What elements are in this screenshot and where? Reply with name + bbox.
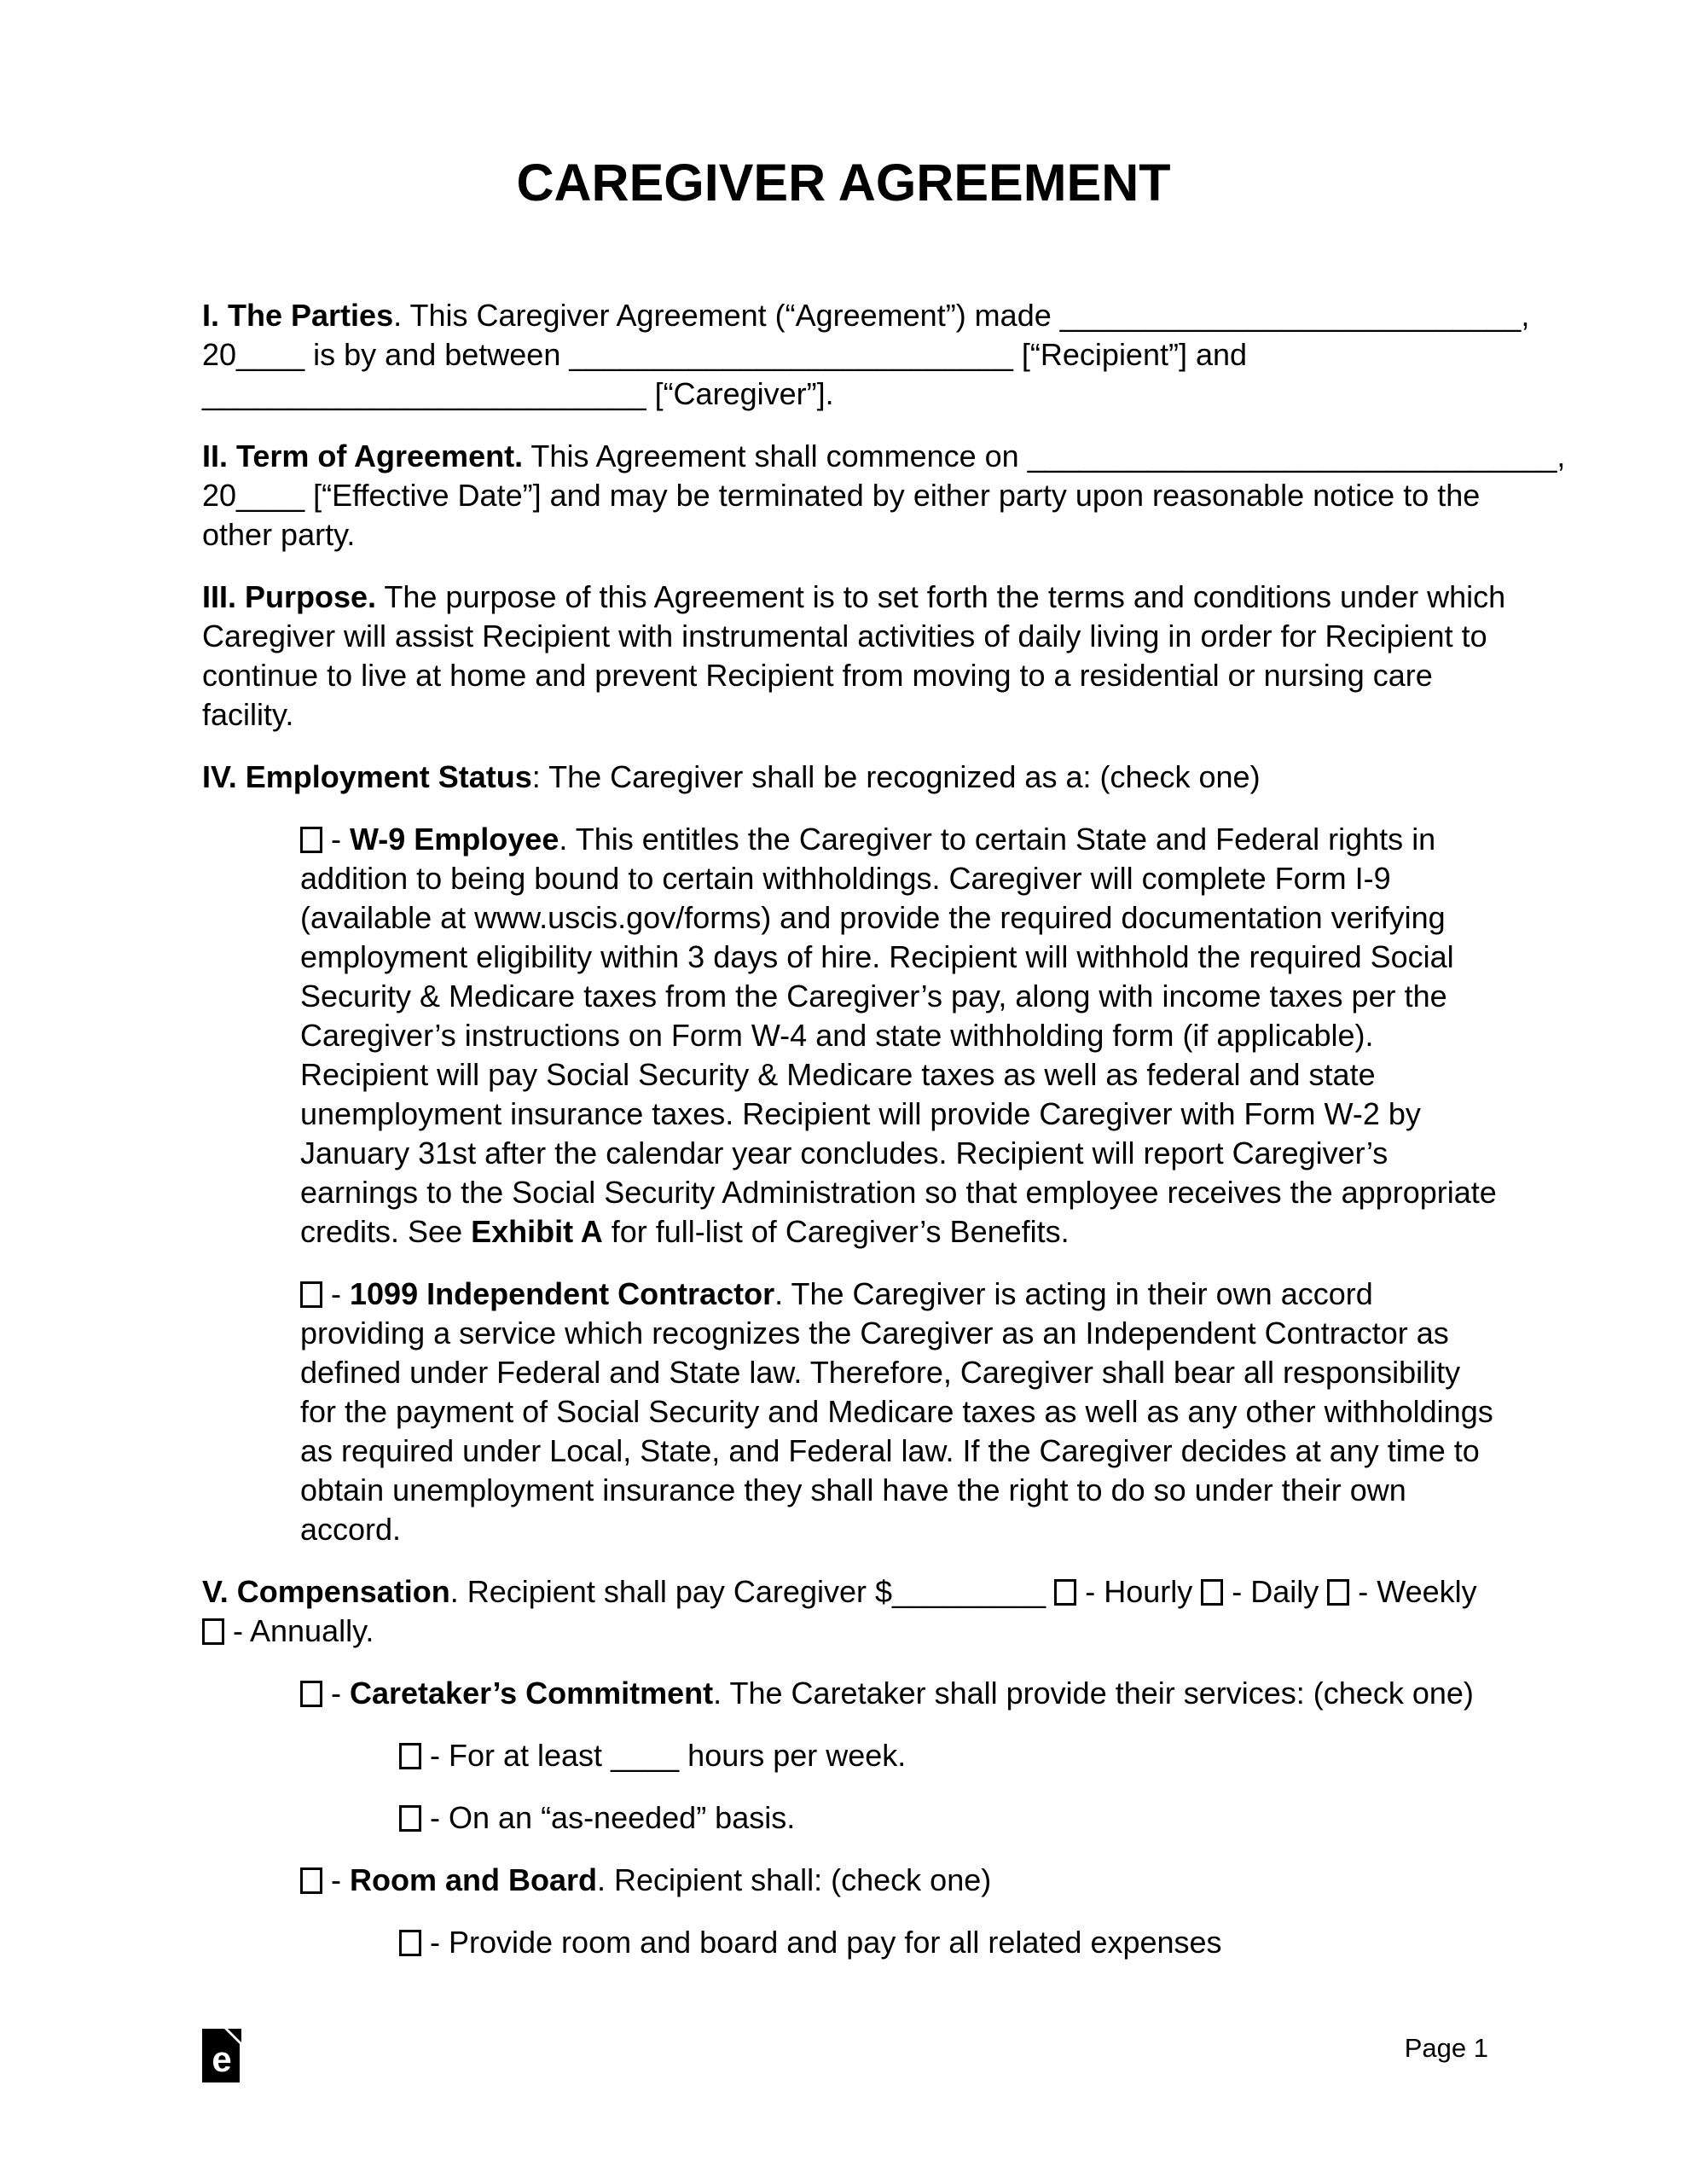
checkbox-pay-daily[interactable] <box>1201 1579 1223 1606</box>
text-run: . Recipient shall pay Caregiver $ <box>449 1574 892 1609</box>
text-line <box>202 695 1485 735</box>
text-run: 20 <box>202 478 237 513</box>
text-run: . This entitles the Caregiver to certain State and Federal rights in <box>559 822 1436 857</box>
text-run: Recipient will pay Social Security & Medicare taxes as well as federal and state <box>300 1057 1376 1092</box>
blank-agreement-year[interactable]: ____ <box>236 337 305 372</box>
text-run: continue to live at home and prevent Recipient from moving to a residential or nursing care <box>202 658 1433 693</box>
text-run: , <box>1521 298 1530 333</box>
checkbox-as-needed[interactable] <box>399 1805 421 1832</box>
text-run: Caregiver’s instructions on Form W-4 and state withholding form (if applicable). <box>300 1018 1374 1053</box>
text-line <box>399 1798 1485 1838</box>
text-line <box>202 656 1485 695</box>
text-run: other party. <box>202 517 356 552</box>
checkbox-provide-room-board[interactable] <box>399 1930 421 1956</box>
text-run: - <box>322 1676 350 1711</box>
text-run: Security & Medicare taxes from the Caregiver’s pay, along with income taxes per the <box>300 979 1447 1014</box>
text-line <box>300 1016 1485 1055</box>
text-line <box>202 1572 1485 1612</box>
text-line <box>202 296 1530 335</box>
text-run: 20 <box>202 337 237 372</box>
text-run: providing a service which recognizes the Caregiver as an Independent Contractor as <box>300 1316 1449 1350</box>
section-i-parties <box>202 296 1530 414</box>
text-run: unemployment insurance taxes. Recipient will provide Caregiver with Form W-2 by <box>300 1096 1421 1131</box>
document-body <box>202 296 1566 1962</box>
text-run: This Agreement shall commence on <box>523 439 1028 473</box>
caretakers-commitment-item <box>300 1674 1485 1713</box>
text-line <box>202 375 1485 414</box>
text-line <box>202 437 1566 476</box>
text-run: - Weekly <box>1349 1574 1477 1609</box>
text-run: obtain unemployment insurance they shall have the right to do so under their own <box>300 1472 1406 1507</box>
bold-text-run: W-9 Employee <box>350 822 559 857</box>
text-run: - Daily <box>1223 1574 1328 1609</box>
text-line <box>300 820 1485 859</box>
room-and-board-item <box>300 1861 1485 1900</box>
text-line <box>300 1055 1485 1095</box>
text-run: - On an “as-needed” basis. <box>421 1800 796 1835</box>
text-run: January 31st after the calendar year concludes. Recipient will report Caregiver’s <box>300 1136 1388 1170</box>
checkbox-room-and-board[interactable] <box>300 1867 322 1894</box>
text-run: accord. <box>300 1512 402 1547</box>
page-number-label: Page 1 <box>1404 2033 1488 2063</box>
text-run: addition to being bound to certain withholdings. Caregiver will complete Form I-9 <box>300 861 1391 896</box>
bold-text-run: I. The Parties <box>202 298 394 333</box>
text-line <box>300 1674 1485 1713</box>
text-line <box>300 1275 1485 1314</box>
text-line <box>202 1612 1485 1651</box>
text-line <box>300 1212 1485 1252</box>
bold-text-run: Exhibit A <box>471 1214 603 1249</box>
page-footer <box>202 2029 1488 2082</box>
text-run: The purpose of this Agreement is to set forth the terms and conditions under which <box>376 579 1506 614</box>
checkbox-hours-per-week[interactable] <box>399 1743 421 1769</box>
bold-text-run: 1099 Independent Contractor <box>350 1276 775 1311</box>
eforms-logo-icon <box>202 2029 241 2082</box>
text-line <box>300 1173 1497 1212</box>
text-line <box>300 1861 1485 1900</box>
hours-per-week-item <box>399 1736 1485 1775</box>
text-line <box>300 977 1485 1016</box>
text-line <box>300 859 1485 898</box>
text-line <box>202 617 1485 656</box>
text-run: . The Caregiver is acting in their own accord <box>774 1276 1373 1311</box>
text-run: employment eligibility within 3 days of hire. Recipient will withhold the required Social <box>300 939 1454 974</box>
text-run: [“Caregiver”]. <box>646 376 834 411</box>
text-run: (available at www.uscis.gov/forms) and provide the required documentation verifying <box>300 900 1446 935</box>
text-run: defined under Federal and State law. Therefore, Caregiver shall bear all responsibility <box>300 1355 1461 1390</box>
text-run: . The Caretaker shall provide their services: (check one) <box>713 1676 1474 1711</box>
text-line <box>300 1353 1485 1392</box>
section-ii-term-of-agreement <box>202 437 1566 555</box>
text-line <box>300 1471 1485 1510</box>
text-run: hours per week. <box>679 1738 907 1773</box>
checkbox-pay-annually[interactable] <box>202 1618 224 1645</box>
text-line <box>399 1736 1485 1775</box>
text-run: Caregiver will assist Recipient with instrumental activities of daily living in order for Recipient to <box>202 619 1487 653</box>
bold-text-run: Caretaker’s Commitment <box>350 1676 714 1711</box>
blank-recipient-name[interactable]: __________________________ <box>569 337 1013 372</box>
text-run: . Recipient shall: (check one) <box>597 1862 992 1897</box>
section-iv-employment-status <box>202 758 1485 797</box>
text-line <box>300 898 1485 938</box>
text-run: credits. See <box>300 1214 472 1249</box>
provide-room-board-item <box>399 1923 1485 1962</box>
text-line <box>300 1392 1493 1432</box>
text-line <box>399 1923 1485 1962</box>
text-line <box>300 1510 1485 1549</box>
text-run: - Hourly <box>1076 1574 1202 1609</box>
text-run: for full-list of Caregiver’s Benefits. <box>602 1214 1070 1249</box>
text-line <box>300 938 1485 977</box>
text-line <box>300 1095 1485 1134</box>
text-run: earnings to the Social Security Administration so that employee receives the appropriate <box>300 1175 1497 1210</box>
text-run: - <box>322 822 350 857</box>
bold-text-run: III. Purpose. <box>202 579 377 614</box>
text-run: : The Caregiver shall be recognized as a: (check one) <box>531 759 1261 794</box>
text-run: - <box>322 1276 350 1311</box>
text-run: is by and between <box>304 337 570 372</box>
bold-text-run: Room and Board <box>350 1862 598 1897</box>
text-line <box>300 1134 1485 1173</box>
text-line <box>202 476 1485 515</box>
bold-text-run: IV. Employment Status <box>202 759 532 794</box>
blank-caregiver-name[interactable]: __________________________ <box>202 376 646 411</box>
checkbox-pay-hourly[interactable] <box>1054 1579 1076 1606</box>
text-run: [“Effective Date”] and may be terminated by either party upon reasonable notice to the <box>304 478 1481 513</box>
text-line <box>202 578 1506 617</box>
text-run: - Provide room and board and pay for all related expenses <box>421 1925 1222 1960</box>
text-run: - Annually. <box>224 1613 374 1648</box>
text-line <box>300 1432 1485 1471</box>
text-line <box>300 1314 1485 1353</box>
text-run: - <box>322 1862 350 1897</box>
blank-agreement-date[interactable]: ___________________________ <box>1059 298 1522 333</box>
section-iii-purpose <box>202 578 1506 735</box>
text-run: , <box>1557 439 1566 473</box>
text-run <box>1046 1574 1054 1609</box>
text-run: as required under Local, State, and Federal law. If the Caregiver decides at any time to <box>300 1433 1480 1468</box>
text-run: [“Recipient”] and <box>1012 337 1248 372</box>
text-run: - For at least <box>421 1738 612 1773</box>
checkbox-1099-contractor[interactable] <box>300 1281 322 1308</box>
page-title: CAREGIVER AGREEMENT <box>516 154 1171 212</box>
text-run: . This Caregiver Agreement (“Agreement”) made <box>393 298 1060 333</box>
bold-text-run: II. Term of Agreement. <box>202 439 524 473</box>
blank-hours-amount[interactable]: ____ <box>611 1738 680 1773</box>
1099-contractor-option <box>300 1275 1493 1549</box>
checkbox-caretakers-commitment[interactable] <box>300 1681 322 1707</box>
bold-text-run: V. Compensation <box>202 1574 450 1609</box>
blank-commencement-date[interactable]: _______________________________ <box>1027 439 1557 473</box>
section-v-compensation <box>202 1572 1485 1651</box>
checkbox-pay-weekly[interactable] <box>1327 1579 1349 1606</box>
logo-letter: e <box>212 2039 232 2079</box>
blank-effective-year[interactable]: ____ <box>236 478 305 513</box>
text-run: for the payment of Social Security and Medicare taxes as well as any other withholdings <box>300 1394 1493 1429</box>
text-line <box>202 335 1485 375</box>
w9-employee-option <box>300 820 1497 1252</box>
as-needed-item <box>399 1798 1485 1838</box>
text-run: facility. <box>202 697 294 732</box>
text-line <box>202 758 1485 797</box>
checkbox-w9-employee[interactable] <box>300 827 322 853</box>
text-line <box>202 515 1485 555</box>
blank-pay-amount[interactable]: _________ <box>892 1574 1046 1609</box>
